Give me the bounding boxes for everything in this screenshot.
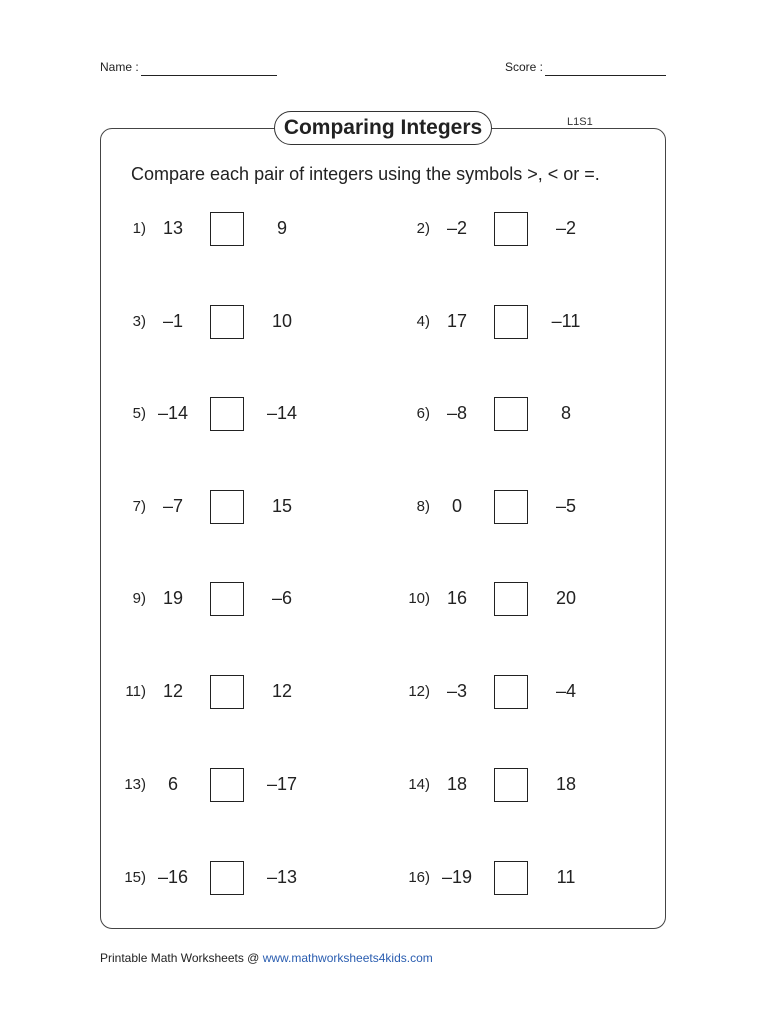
problem-number: 14) xyxy=(408,776,430,793)
first-integer: 12 xyxy=(162,681,184,701)
problem-item xyxy=(384,305,624,341)
footer xyxy=(100,951,433,965)
problem-item xyxy=(100,490,340,526)
answer-box[interactable] xyxy=(494,582,528,616)
answer-box[interactable] xyxy=(210,490,244,524)
problem-number: 9) xyxy=(132,590,146,607)
worksheet-frame xyxy=(100,128,666,929)
second-integer: –5 xyxy=(555,496,577,516)
problem-number: 3) xyxy=(132,313,146,330)
problem-number: 12) xyxy=(408,683,430,700)
second-integer: 15 xyxy=(271,496,293,516)
first-integer: 0 xyxy=(451,496,462,516)
first-integer: –1 xyxy=(162,311,184,331)
first-integer: 13 xyxy=(162,218,184,238)
second-integer: 11 xyxy=(556,867,576,887)
answer-box[interactable] xyxy=(210,305,244,339)
problem-item xyxy=(100,582,340,618)
problem-item xyxy=(100,675,340,711)
worksheet-title: Comparing Integers xyxy=(274,111,492,145)
answer-box[interactable] xyxy=(494,768,528,802)
problem-number: 15) xyxy=(124,869,146,886)
first-integer: 6 xyxy=(167,774,178,794)
second-integer: 12 xyxy=(271,681,293,701)
problem-item xyxy=(100,861,340,897)
problem-number: 4) xyxy=(416,313,430,330)
first-integer: –19 xyxy=(441,867,473,887)
second-integer: 10 xyxy=(271,311,293,331)
first-integer: 19 xyxy=(162,588,184,608)
answer-box[interactable] xyxy=(494,212,528,246)
problem-item xyxy=(384,397,624,433)
problem-number: 8) xyxy=(416,498,430,515)
problem-item xyxy=(384,675,624,711)
problem-item xyxy=(100,212,340,248)
score-label: Score : xyxy=(505,60,544,74)
first-integer: –2 xyxy=(446,218,468,238)
problem-item xyxy=(384,768,624,804)
second-integer: 9 xyxy=(276,218,287,238)
second-integer: –4 xyxy=(555,681,577,701)
second-integer: 20 xyxy=(555,588,577,608)
problem-item xyxy=(100,768,340,804)
problem-number: 16) xyxy=(408,869,430,886)
second-integer: –11 xyxy=(551,311,581,331)
footer-link[interactable]: www.mathworksheets4kids.com xyxy=(262,951,433,965)
worksheet-code: L1S1 xyxy=(567,116,593,128)
first-integer: –8 xyxy=(446,403,468,423)
first-integer: –3 xyxy=(446,681,468,701)
problem-number: 6) xyxy=(416,405,430,422)
second-integer: –2 xyxy=(555,218,577,238)
second-integer: 18 xyxy=(555,774,577,794)
answer-box[interactable] xyxy=(210,768,244,802)
second-integer: 8 xyxy=(560,403,571,423)
answer-box[interactable] xyxy=(494,490,528,524)
problem-number: 11) xyxy=(125,683,146,700)
first-integer: –14 xyxy=(157,403,189,423)
problem-number: 13) xyxy=(124,776,146,793)
answer-box[interactable] xyxy=(494,675,528,709)
first-integer: –7 xyxy=(162,496,184,516)
problem-number: 5) xyxy=(132,405,146,422)
name-field-line[interactable] xyxy=(141,75,277,76)
problem-item xyxy=(384,490,624,526)
problem-item xyxy=(384,582,624,618)
problem-number: 1) xyxy=(132,220,146,237)
answer-box[interactable] xyxy=(210,675,244,709)
answer-box[interactable] xyxy=(494,305,528,339)
answer-box[interactable] xyxy=(210,582,244,616)
problem-number: 7) xyxy=(132,498,146,515)
first-integer: 16 xyxy=(446,588,468,608)
first-integer: 17 xyxy=(446,311,468,331)
problem-item xyxy=(384,861,624,897)
second-integer: –17 xyxy=(266,774,298,794)
score-field-line[interactable] xyxy=(545,75,666,76)
first-integer: –16 xyxy=(157,867,189,887)
problem-item xyxy=(100,397,340,433)
second-integer: –13 xyxy=(266,867,298,887)
problem-item xyxy=(100,305,340,341)
answer-box[interactable] xyxy=(210,397,244,431)
answer-box[interactable] xyxy=(210,212,244,246)
second-integer: –14 xyxy=(266,403,298,423)
problem-number: 10) xyxy=(408,590,430,607)
answer-box[interactable] xyxy=(494,397,528,431)
problem-number: 2) xyxy=(416,220,430,237)
instruction-text: Compare each pair of integers using the symbols >, < or =. xyxy=(131,164,600,184)
answer-box[interactable] xyxy=(210,861,244,895)
name-label: Name : xyxy=(100,60,139,74)
problem-item xyxy=(384,212,624,248)
answer-box[interactable] xyxy=(494,861,528,895)
second-integer: –6 xyxy=(271,588,293,608)
first-integer: 18 xyxy=(446,774,468,794)
footer-text: Printable Math Worksheets @ xyxy=(100,951,263,965)
